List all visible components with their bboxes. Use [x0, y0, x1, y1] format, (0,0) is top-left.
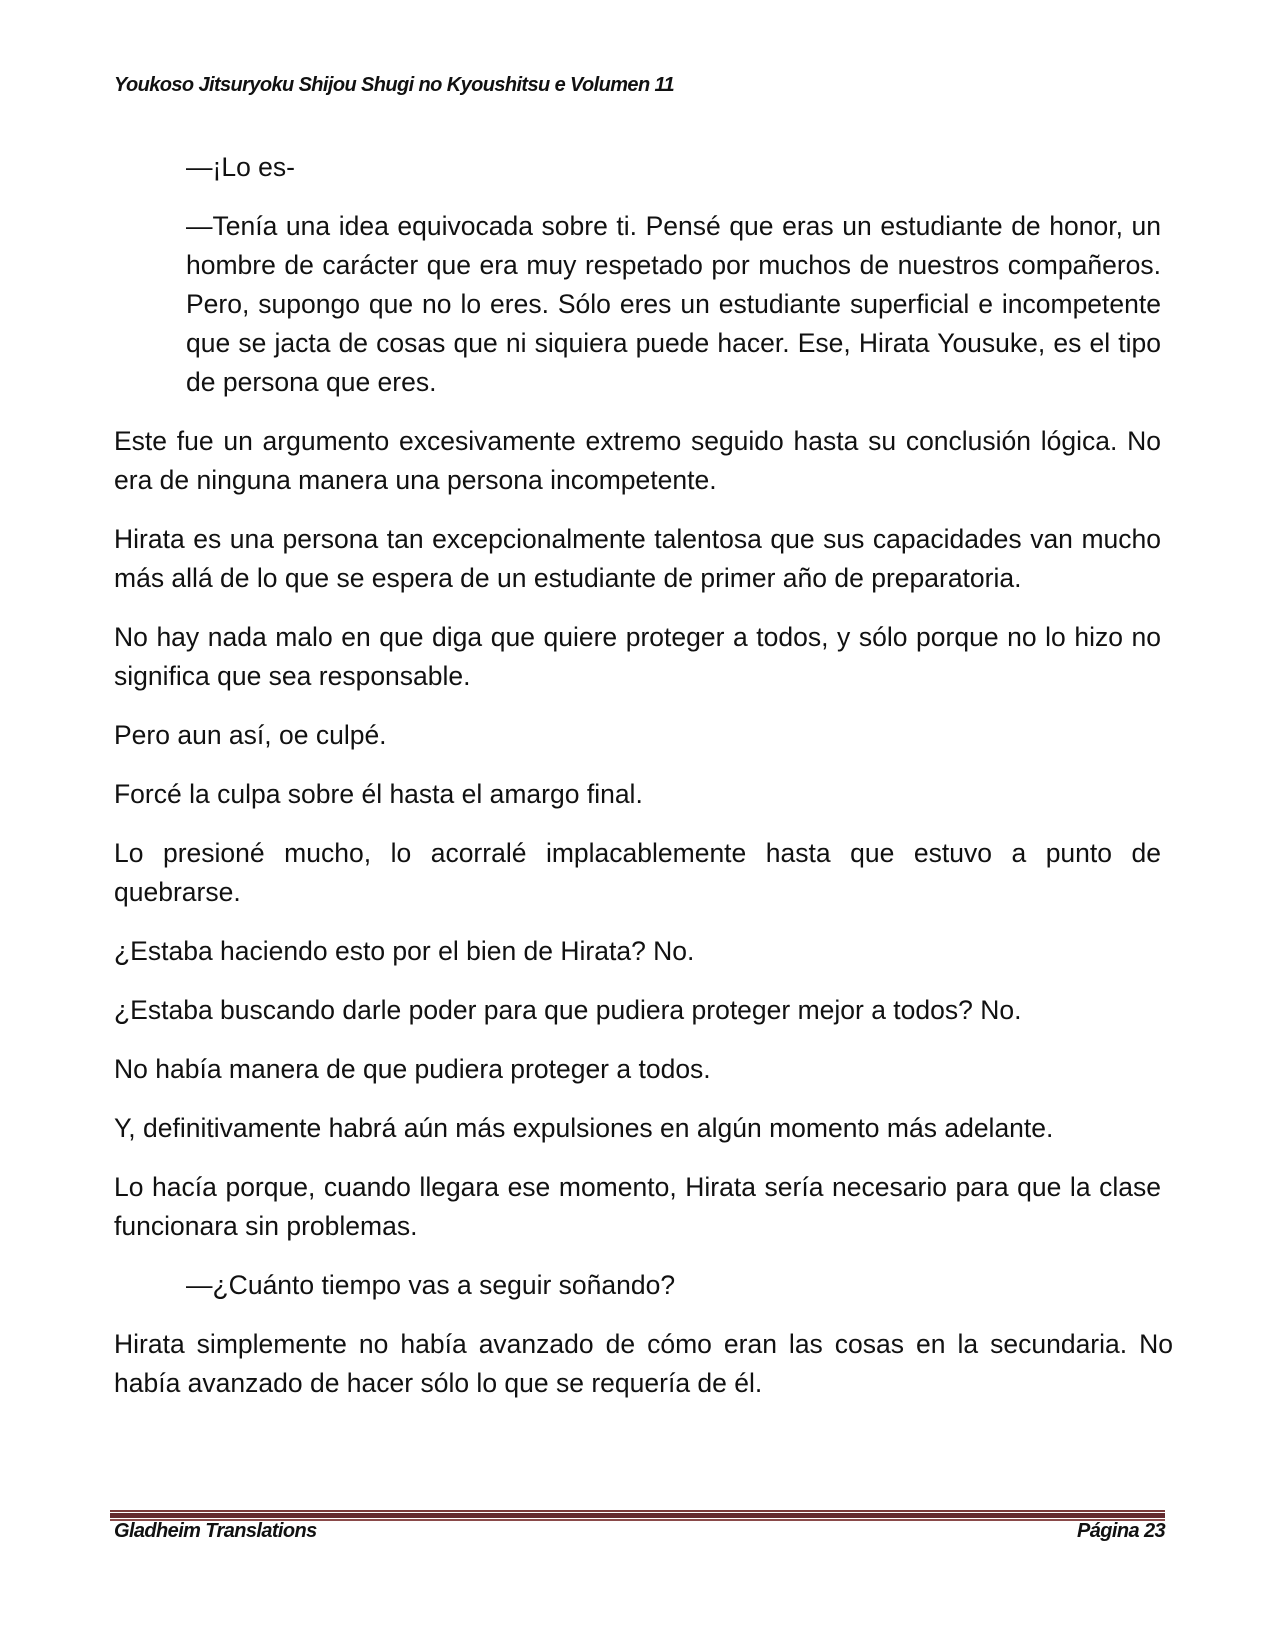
paragraph: ¿Estaba buscando darle poder para que pudiera proteger mejor a todos? No.: [114, 995, 1022, 1025]
paragraph: Lo presioné mucho, lo acorralé implacablemente hasta que estuvo a punto de quebrarse.: [114, 838, 1161, 907]
paragraph: Y, definitivamente habrá aún más expulsiones en algún momento más adelante.: [114, 1113, 1054, 1143]
running-header: Youkoso Jitsuryoku Shijou Shugi no Kyoushitsu e Volumen 11: [114, 74, 675, 96]
footer-rule: [110, 1513, 1165, 1518]
paragraph: Pero aun así, oe culpé.: [114, 720, 387, 750]
paragraph: Hirata simplemente no había avanzado de cómo eran las cosas en la secundaria. No había avanzado de hacer sólo lo que se requería de él.: [114, 1329, 1173, 1398]
paragraph: Lo hacía porque, cuando llegara ese momento, Hirata sería necesario para que la clase funcionara sin problemas.: [114, 1172, 1161, 1241]
page-body: [114, 148, 1173, 1423]
dialogue-paragraph: —¡Lo es-: [186, 152, 295, 182]
paragraph: Forcé la culpa sobre él hasta el amargo final.: [114, 779, 643, 809]
dialogue-paragraph: —Tenía una idea equivocada sobre ti. Pensé que eras un estudiante de honor, un hombre de carácter que era muy respetado por muchos de nuestros compañeros. Pero, supongo que no lo eres. Sólo eres un estudiante superficial e incompetente que se jacta de cosas que ni siquiera puede hacer. Ese, Hirata Yousuke, es el tipo de persona que eres.: [186, 211, 1161, 397]
paragraph: ¿Estaba haciendo esto por el bien de Hirata? No.: [114, 936, 695, 966]
page-number: Página 23: [1077, 1520, 1165, 1542]
footer-credit: Gladheim Translations: [114, 1520, 317, 1542]
paragraph: Hirata es una persona tan excepcionalmente talentosa que sus capacidades van mucho más allá de lo que se espera de un estudiante de primer año de preparatoria.: [114, 524, 1161, 593]
paragraph: Este fue un argumento excesivamente extremo seguido hasta su conclusión lógica. No era de ninguna manera una persona incompetente.: [114, 426, 1161, 495]
paragraph: No hay nada malo en que diga que quiere proteger a todos, y sólo porque no lo hizo no significa que sea responsable.: [114, 622, 1161, 691]
dialogue-paragraph: —¿Cuánto tiempo vas a seguir soñando?: [186, 1270, 676, 1300]
footer-rule: [110, 1510, 1165, 1512]
paragraph: No había manera de que pudiera proteger a todos.: [114, 1054, 711, 1084]
